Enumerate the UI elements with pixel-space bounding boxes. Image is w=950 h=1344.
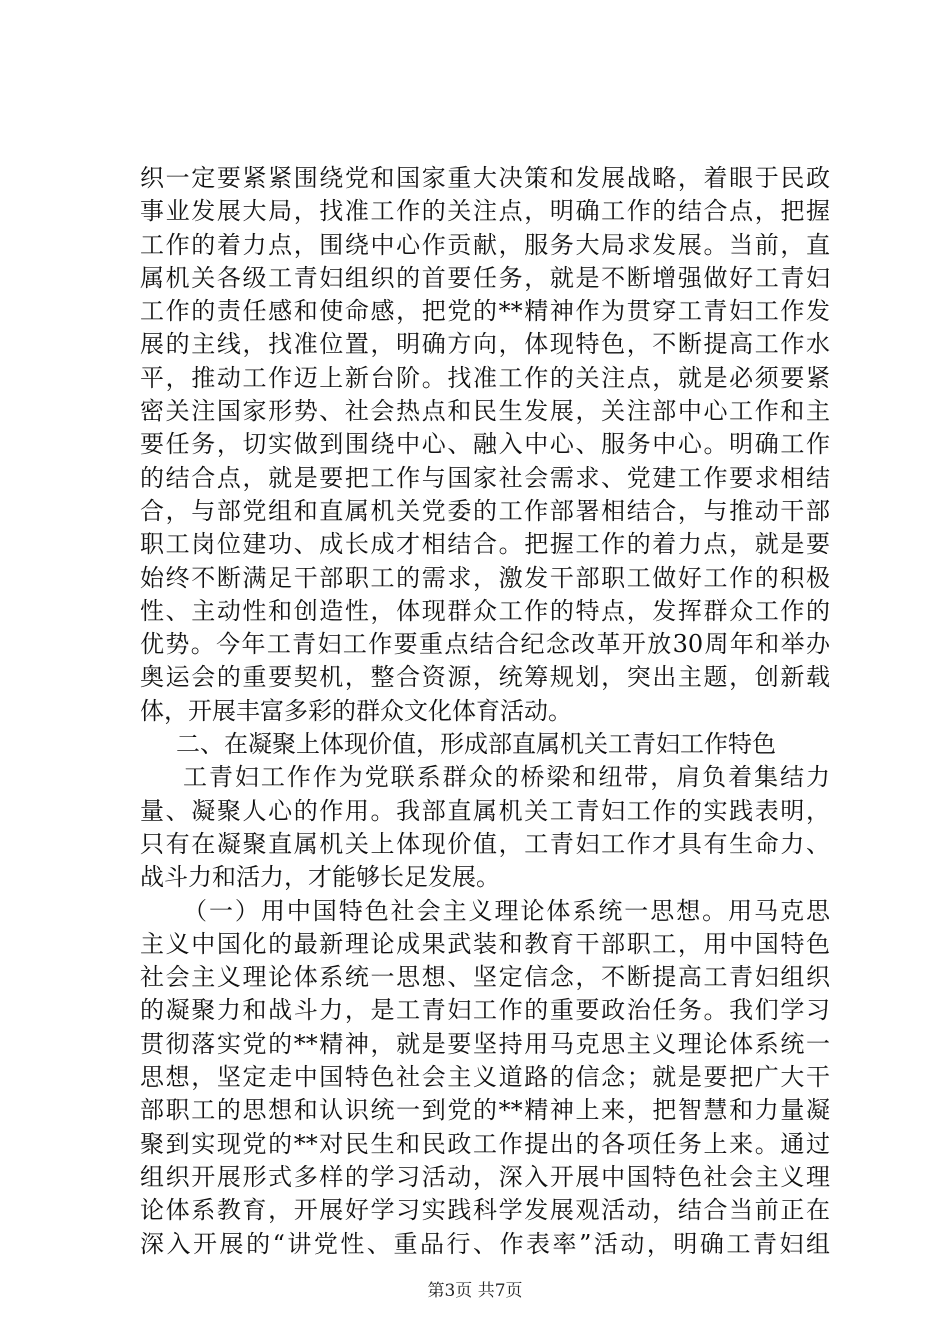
text-line: 思想，坚定走中国特色社会主义道路的信念；就是要把广大干 bbox=[140, 1063, 830, 1092]
text-line: 的结合点，就是要把工作与国家社会需求、党建工作要求相结 bbox=[140, 463, 830, 492]
text-line: 属机关各级工青妇组织的首要任务，就是不断增强做好工青妇 bbox=[140, 263, 830, 292]
text-line: 战斗力和活力，才能够长足发展。 bbox=[140, 863, 500, 892]
document-body bbox=[140, 162, 830, 1261]
text-line: 织一定要紧紧围绕党和国家重大决策和发展战略，着眼于民政 bbox=[140, 164, 830, 192]
text-line: 深入开展的“讲党性、重品行、作表率”活动，明确工青妇组 bbox=[140, 1229, 830, 1258]
text-line: （一）用中国特色社会主义理论体系统一思想。用马克思 bbox=[183, 896, 830, 925]
page-footer: 第3页 共7页 bbox=[427, 1281, 523, 1301]
text-line: 社会主义理论体系统一思想、坚定信念，不断提高工青妇组织 bbox=[140, 963, 830, 992]
text-line: 工作的着力点，围绕中心作贡献，服务大局求发展。当前，直 bbox=[140, 230, 830, 259]
text-line: 组织开展形式多样的学习活动，深入开展中国特色社会主义理 bbox=[140, 1162, 830, 1191]
text-line: 工作的责任感和使命感，把党的**精神作为贯穿工青妇工作发 bbox=[140, 297, 830, 326]
text-line: 二、在凝聚上体现价值，形成部直属机关工青妇工作特色 bbox=[176, 730, 776, 759]
text-line: 奥运会的重要契机，整合资源，统筹规划，突出主题，创新载 bbox=[140, 663, 830, 692]
text-line: 只有在凝聚直属机关上体现价值，工青妇工作才具有生命力、 bbox=[140, 829, 830, 858]
text-line: 贯彻落实党的**精神，就是要坚持用马克思主义理论体系统一 bbox=[140, 1029, 830, 1058]
text-line: 优势。今年工青妇工作要重点结合纪念改革开放30周年和举办 bbox=[140, 630, 830, 659]
text-line: 量、凝聚人心的作用。我部直属机关工青妇工作的实践表明， bbox=[140, 796, 830, 825]
text-line: 职工岗位建功、成长成才相结合。把握工作的着力点，就是要 bbox=[140, 530, 830, 559]
text-line: 始终不断满足干部职工的需求，激发干部职工做好工作的积极 bbox=[140, 563, 830, 592]
text-line: 事业发展大局，找准工作的关注点，明确工作的结合点，把握 bbox=[140, 197, 830, 226]
text-line: 体，开展丰富多彩的群众文化体育活动。 bbox=[140, 696, 572, 725]
text-line: 合，与部党组和直属机关党委的工作部署相结合，与推动干部 bbox=[140, 496, 830, 525]
text-line: 密关注国家形势、社会热点和民生发展，关注部中心工作和主 bbox=[140, 397, 830, 426]
text-line: 聚到实现党的**对民生和民政工作提出的各项任务上来。通过 bbox=[140, 1129, 830, 1158]
text-line: 的凝聚力和战斗力，是工青妇工作的重要政治任务。我们学习 bbox=[140, 996, 830, 1025]
text-line: 要任务，切实做到围绕中心、融入中心、服务中心。明确工作 bbox=[140, 430, 830, 459]
text-line: 工青妇工作作为党联系群众的桥梁和纽带，肩负着集结力 bbox=[183, 763, 830, 792]
text-line: 部职工的思想和认识统一到党的**精神上来，把智慧和力量凝 bbox=[140, 1096, 830, 1125]
text-line: 主义中国化的最新理论成果武装和教育干部职工，用中国特色 bbox=[140, 929, 830, 958]
text-line: 性、主动性和创造性，体现群众工作的特点，发挥群众工作的 bbox=[140, 596, 830, 625]
text-line: 平，推动工作迈上新台阶。找准工作的关注点，就是必须要紧 bbox=[140, 363, 830, 392]
text-line: 论体系教育，开展好学习实践科学发展观活动，结合当前正在 bbox=[140, 1196, 830, 1225]
text-line: 展的主线，找准位置，明确方向，体现特色，不断提高工作水 bbox=[140, 330, 830, 359]
